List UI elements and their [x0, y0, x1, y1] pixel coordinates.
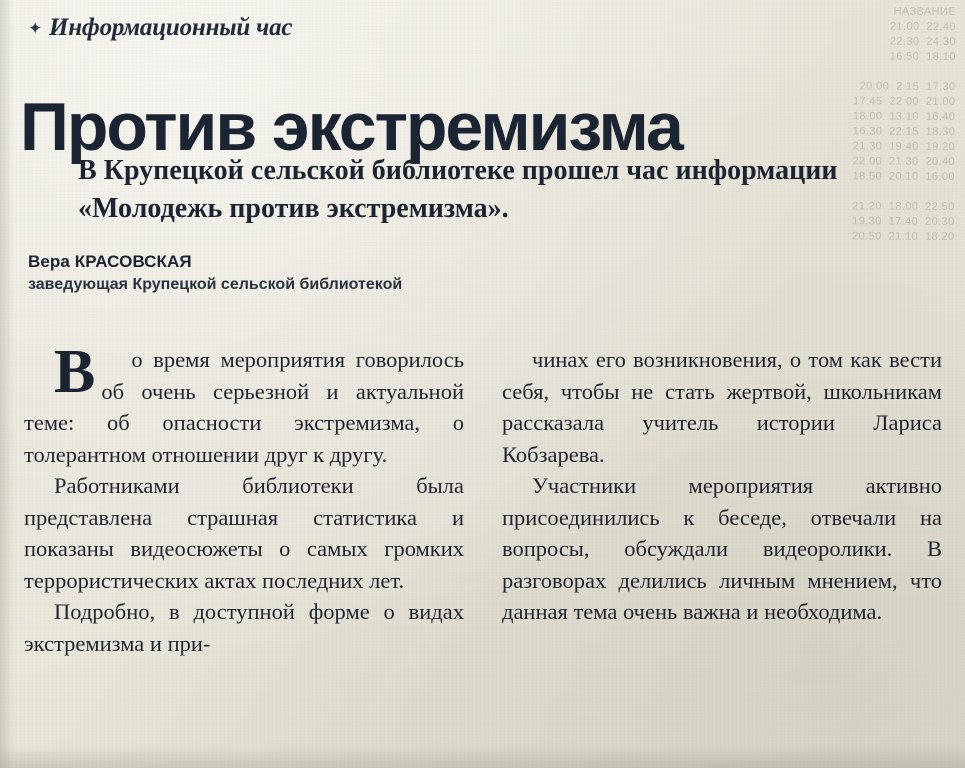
- paragraph: чинах его возникновения, о том как вести себя, чтобы не стать жертвой, школьникам рассказала учитель истории Лариса Кобзарева.: [502, 347, 942, 467]
- diamond-icon: ✦: [28, 18, 43, 38]
- page-title: Против экстремизма: [20, 88, 682, 165]
- page-left-shadow: [0, 0, 14, 768]
- bleed-through-text: НАЗВАНИЕ 21.00 22.40 22.30 24.30 16.50 18.10 20.00 2.15 17.30 17.45 22.00 21.00 18.00 13.10 16.40 16.30 22.15 18.30 21.30 19.40 19.20 22.00 21.30 20.40 18.50 20.10 16.00 21.20 18.00 22.50 19.30 17.40 20.30 20.50 21.10 18.20: [852, 5, 957, 243]
- article-column-left: [24, 338, 464, 659]
- drop-cap: В: [54, 338, 96, 406]
- standfirst: В Крупецкой сельской библиотеке прошел час информации «Молодежь против экстремизма».: [78, 155, 838, 224]
- article-body: [24, 338, 942, 659]
- byline: [28, 252, 402, 294]
- kicker-label: Информационный час: [49, 14, 293, 41]
- kicker: [28, 14, 292, 42]
- paragraph: Подробно, в доступной форме о видах экстремизма и при-: [24, 599, 464, 656]
- article-column-right: [502, 344, 942, 659]
- paragraph: Участники мероприятия активно присоединились к беседе, отвечали на вопросы, обсуждали видеоролики. В разговорах делились личным мнением, что данная тема очень важна и необходима.: [502, 473, 942, 624]
- paragraph: [24, 338, 464, 470]
- paragraph: Работниками библиотеки была представлена страшная статистика и показаны видеосюжеты о самых громких террористических актах последних лет.: [24, 473, 464, 593]
- byline-author: Вера КРАСОВСКАЯ: [28, 252, 192, 271]
- byline-role: заведующая Крупецкой сельской библиотекой: [28, 276, 403, 293]
- paragraph-text: о время мероприятия говорилось об очень серьезной и актуальной теме: об опасности экстремизма, о толерантном отношении друг к другу.: [24, 347, 464, 467]
- page-bottom-shadow: [0, 746, 965, 768]
